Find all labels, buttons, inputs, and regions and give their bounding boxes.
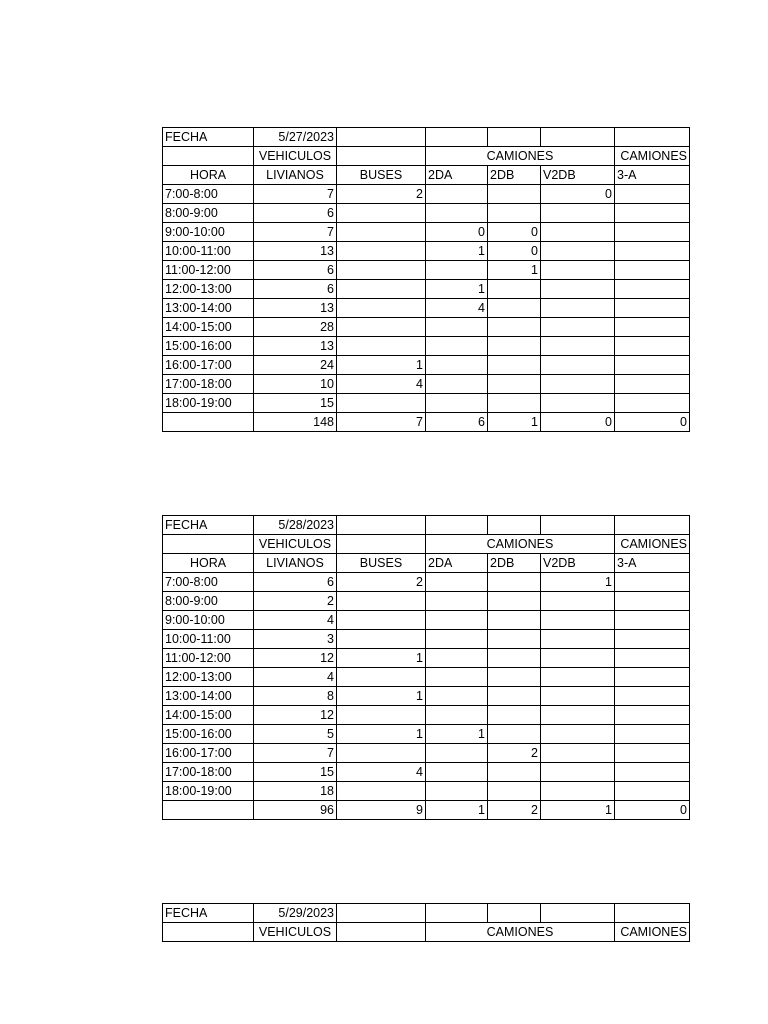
fecha-label: FECHA <box>163 904 254 923</box>
2db-header: 2DB <box>488 554 541 573</box>
count-cell: 4 <box>337 375 426 394</box>
v2db-header: V2DB <box>541 166 615 185</box>
count-cell: 1 <box>426 280 488 299</box>
count-cell: 5 <box>254 725 337 744</box>
count-cell: 0 <box>488 242 541 261</box>
hour-cell: 13:00-14:00 <box>163 687 254 706</box>
count-cell: 1 <box>337 356 426 375</box>
hour-cell: 17:00-18:00 <box>163 763 254 782</box>
v2db-header: V2DB <box>541 554 615 573</box>
hour-cell: 12:00-13:00 <box>163 668 254 687</box>
total-cell: 1 <box>426 801 488 820</box>
fecha-label: FECHA <box>163 516 254 535</box>
count-cell: 15 <box>254 763 337 782</box>
count-cell: 13 <box>254 299 337 318</box>
hour-cell: 10:00-11:00 <box>163 242 254 261</box>
total-cell: 9 <box>337 801 426 820</box>
count-cell: 13 <box>254 337 337 356</box>
hour-cell: 7:00-8:00 <box>163 185 254 204</box>
header-row-1 <box>163 923 690 942</box>
buses-header: BUSES <box>337 166 426 185</box>
hora-header: HORA <box>163 166 254 185</box>
count-cell: 24 <box>254 356 337 375</box>
hour-cell: 13:00-14:00 <box>163 299 254 318</box>
total-cell: 6 <box>426 413 488 432</box>
3a-header: 3-A <box>615 166 690 185</box>
traffic-table-5-29 <box>162 903 690 942</box>
hour-cell: 9:00-10:00 <box>163 223 254 242</box>
total-cell: 0 <box>541 413 615 432</box>
hour-cell: 14:00-15:00 <box>163 706 254 725</box>
count-cell: 15 <box>254 394 337 413</box>
count-cell: 7 <box>254 223 337 242</box>
camiones-header-2: CAMIONES <box>615 147 690 166</box>
count-cell: 3 <box>254 630 337 649</box>
count-cell: 1 <box>488 261 541 280</box>
count-cell: 0 <box>426 223 488 242</box>
count-cell: 12 <box>254 706 337 725</box>
count-cell: 7 <box>254 185 337 204</box>
hour-cell: 16:00-17:00 <box>163 744 254 763</box>
count-cell: 8 <box>254 687 337 706</box>
hour-cell: 11:00-12:00 <box>163 261 254 280</box>
buses-header: BUSES <box>337 554 426 573</box>
count-cell: 28 <box>254 318 337 337</box>
total-cell: 1 <box>541 801 615 820</box>
count-cell: 2 <box>337 573 426 592</box>
total-cell: 148 <box>254 413 337 432</box>
count-cell: 18 <box>254 782 337 801</box>
count-cell: 1 <box>426 242 488 261</box>
vehiculos-header: VEHICULOS <box>254 535 337 554</box>
count-cell: 0 <box>488 223 541 242</box>
total-cell: 0 <box>615 801 690 820</box>
hour-cell: 8:00-9:00 <box>163 592 254 611</box>
count-cell: 6 <box>254 261 337 280</box>
fecha-value: 5/29/2023 <box>254 904 337 923</box>
count-cell: 4 <box>426 299 488 318</box>
fecha-value: 5/27/2023 <box>254 128 337 147</box>
camiones-header-2: CAMIONES <box>615 535 690 554</box>
2db-header: 2DB <box>488 166 541 185</box>
fecha-value: 5/28/2023 <box>254 516 337 535</box>
hour-cell: 17:00-18:00 <box>163 375 254 394</box>
count-cell: 6 <box>254 280 337 299</box>
camiones-header: CAMIONES <box>426 923 615 942</box>
livianos-header: LIVIANOS <box>254 166 337 185</box>
hour-cell: 18:00-19:00 <box>163 394 254 413</box>
hour-cell: 14:00-15:00 <box>163 318 254 337</box>
count-cell: 4 <box>337 763 426 782</box>
camiones-header-2: CAMIONES <box>615 923 690 942</box>
total-cell: 2 <box>488 801 541 820</box>
hour-cell: 16:00-17:00 <box>163 356 254 375</box>
total-cell: 0 <box>615 413 690 432</box>
count-cell: 2 <box>254 592 337 611</box>
hour-cell: 8:00-9:00 <box>163 204 254 223</box>
total-cell: 7 <box>337 413 426 432</box>
hour-cell: 15:00-16:00 <box>163 337 254 356</box>
count-cell: 2 <box>488 744 541 763</box>
hour-cell: 15:00-16:00 <box>163 725 254 744</box>
hour-cell: 7:00-8:00 <box>163 573 254 592</box>
hour-cell: 12:00-13:00 <box>163 280 254 299</box>
hour-cell: 11:00-12:00 <box>163 649 254 668</box>
hour-cell: 18:00-19:00 <box>163 782 254 801</box>
total-cell: 1 <box>488 413 541 432</box>
total-cell: 96 <box>254 801 337 820</box>
count-cell: 13 <box>254 242 337 261</box>
3a-header: 3-A <box>615 554 690 573</box>
camiones-header: CAMIONES <box>426 147 615 166</box>
count-cell: 1 <box>541 573 615 592</box>
count-cell: 4 <box>254 668 337 687</box>
count-cell: 1 <box>337 649 426 668</box>
count-cell: 12 <box>254 649 337 668</box>
hour-cell: 9:00-10:00 <box>163 611 254 630</box>
camiones-header: CAMIONES <box>426 535 615 554</box>
vehiculos-header: VEHICULOS <box>254 147 337 166</box>
count-cell: 1 <box>337 687 426 706</box>
fecha-row <box>163 904 690 923</box>
count-cell: 0 <box>541 185 615 204</box>
count-cell: 1 <box>337 725 426 744</box>
vehiculos-header: VEHICULOS <box>254 923 337 942</box>
count-cell: 1 <box>426 725 488 744</box>
livianos-header: LIVIANOS <box>254 554 337 573</box>
count-cell: 6 <box>254 204 337 223</box>
2da-header: 2DA <box>426 554 488 573</box>
count-cell: 4 <box>254 611 337 630</box>
2da-header: 2DA <box>426 166 488 185</box>
count-cell: 2 <box>337 185 426 204</box>
hora-header: HORA <box>163 554 254 573</box>
fecha-label: FECHA <box>163 128 254 147</box>
hour-cell: 10:00-11:00 <box>163 630 254 649</box>
count-cell: 10 <box>254 375 337 394</box>
count-cell: 6 <box>254 573 337 592</box>
count-cell: 7 <box>254 744 337 763</box>
